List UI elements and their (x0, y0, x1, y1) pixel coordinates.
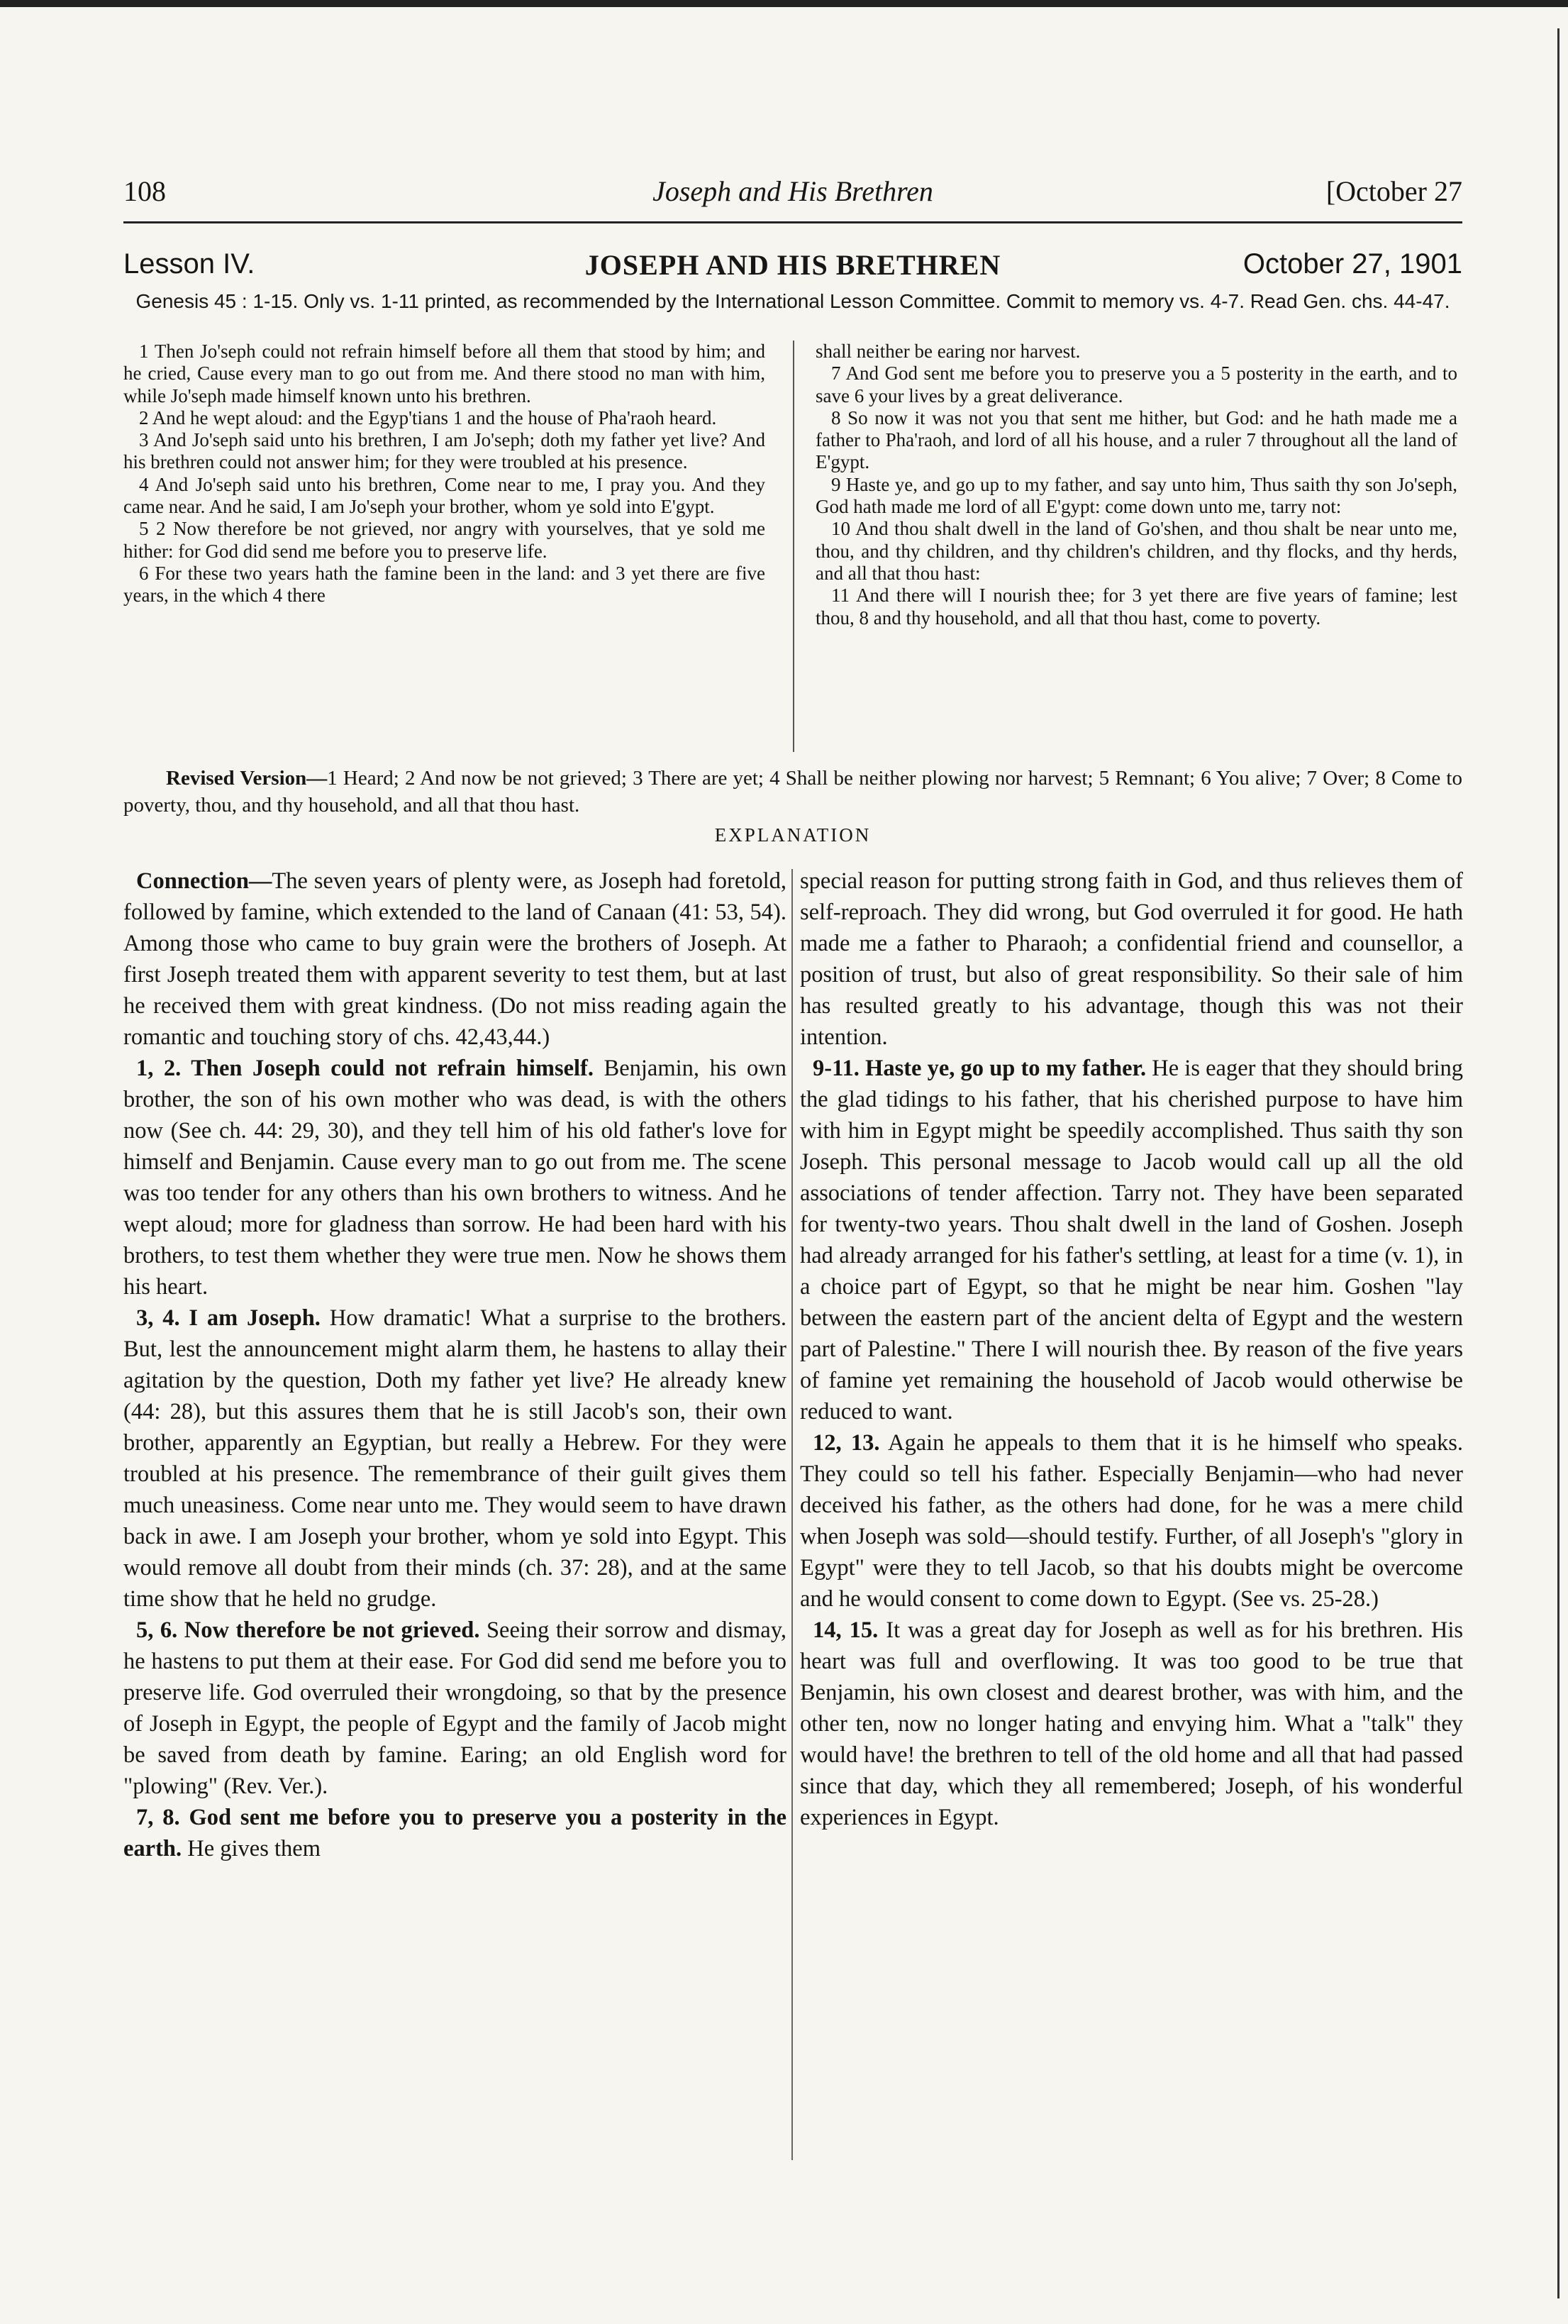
commentary-text: Seeing their sorrow and dismay, he hastens to put them at their ease. For God did send me before you to preserve life. God overruled their wrongdoing, so that by the presence of Joseph in Egypt, the people of Egypt and the family of Jacob might be saved from death by famine. Earing; an old English word for "plowing" (Rev. Ver.). (123, 1617, 786, 1799)
scripture-left-column (123, 341, 765, 607)
explanation-heading: EXPLANATION (714, 824, 872, 846)
running-date: [October 27 (1325, 175, 1462, 207)
page-top-edge (0, 0, 1568, 7)
scripture-verse: 5 2 Now therefore be not grieved, nor angry with yourselves, that ye sold me hither: for God did send me before you to preserve life. (123, 518, 765, 562)
reference-line: Genesis 45 : 1-15. Only vs. 1-11 printed, as recommended by the International Lesson Committee. Commit to memory vs. 4-7. Read Gen. chs. 44-47. (135, 290, 1450, 312)
commentary-heading: 12, 13. (813, 1430, 880, 1456)
commentary-paragraph (800, 865, 1463, 1053)
commentary-text: Benjamin, his own brother, the son of his own mother who was dead, is with the others now (See ch. 44: 29, 30), and they tell him of his old father's love for himself and Benjamin. Cause every man to go out from me. The scene was too tender for any others than his own brothers to witness. And he wept aloud; more for gladness than sorrow. He had been hard with his brothers, to test them whether they were true men. Now he shows them his heart. (123, 1056, 787, 1300)
commentary-paragraph (123, 1802, 786, 1864)
scripture-right-column (816, 341, 1457, 629)
commentary-left-column (123, 865, 786, 1864)
commentary-paragraph (123, 1302, 786, 1615)
scripture-verse: 11 And there will I nourish thee; for 3 yet there are five years of famine; lest thou, 8 and thy household, and all that thou hast, come to poverty. (816, 585, 1457, 629)
commentary-heading: 3, 4. I am Joseph. (136, 1305, 321, 1331)
commentary-paragraph (123, 865, 786, 1053)
commentary-column-divider (791, 869, 793, 2160)
page-right-edge (1557, 28, 1559, 2298)
scripture-verse: shall neither be earing nor harvest. (816, 341, 1081, 362)
commentary-text: special reason for putting strong faith in God, and thus relieves them of self-reproach. They did wrong, but God overruled it for good. He hath made me a father to Pharaoh; a confidential friend and counsellor, a position of trust, but also of great responsibility. So their sale of him has resulted greatly to his advantage, though this was not their intention. (800, 868, 1463, 1050)
scripture-column-divider (793, 341, 794, 752)
lesson-number: Lesson IV. (123, 248, 255, 280)
revised-version-label: Revised Version— (166, 767, 328, 790)
commentary-heading: 5, 6. Now therefore be not grieved. (136, 1617, 480, 1643)
scripture-verse: 2 And he wept aloud: and the Egyp'tians 1 and the house of Pha'raoh heard. (139, 406, 717, 428)
revised-version-text: 1 Heard; 2 And now be not grieved; 3 There are yet; 4 Shall be neither plowing nor harvest; 5 Remnant; 6 You alive; 7 Over; 8 Come to poverty, thou, and thy household, and all that thou hast. (123, 767, 1462, 817)
lesson-date: October 27, 1901 (1242, 248, 1462, 280)
scripture-verse: 6 For these two years hath the famine been in the land: and 3 yet there are five years, in the which 4 there (123, 562, 765, 607)
lesson-title: JOSEPH AND HIS BRETHREN (584, 249, 1001, 281)
header-rule (123, 221, 1462, 223)
scripture-verse: 7 And God sent me before you to preserve you a 5 posterity in the earth, and to save 6 your lives by a great deliverance. (816, 363, 1457, 406)
commentary-text: The seven years of plenty were, as Joseph had foretold, followed by famine, which extended to the land of Canaan (41: 53, 54). Among those who came to buy grain were the brothers of Joseph. At first Joseph treated them with apparent severity to test them, but at last he received them with great kindness. (Do not miss reading again the romantic and touching story of chs. 42,43,44.) (123, 868, 786, 1050)
running-title: Joseph and His Brethren (652, 175, 933, 207)
running-head (123, 175, 1462, 214)
commentary-paragraph (123, 1053, 786, 1302)
scripture-verse: 8 So now it was not you that sent me hither, but God: and he hath made me a father to Pha'raoh, and lord of all his house, and a ruler 7 throughout all the land of E'gypt. (816, 406, 1457, 473)
revised-version-note (123, 765, 1462, 819)
commentary-paragraph (800, 1427, 1463, 1615)
scripture-verse: 4 And Jo'seph said unto his brethren, Come near to me, I pray you. And they came near. And he said, I am Jo'seph your brother, whom ye sold into E'gypt. (123, 473, 765, 518)
commentary-heading: 14, 15. (813, 1617, 879, 1643)
commentary-heading: 1, 2. Then Joseph could not refrain himself. (136, 1056, 594, 1081)
page-number: 108 (123, 175, 166, 207)
scripture-verse: 1 Then Jo'seph could not refrain himself before all them that stood by him; and he cried, Cause every man to go out from me. And there stood no man with him, while Jo'seph made himself known unto his brethren. (123, 341, 765, 406)
scripture-verse: 9 Haste ye, and go up to my father, and say unto him, Thus saith thy son Jo'seph, God hath made me lord of all E'gypt: come down unto me, tarry not: (816, 473, 1457, 518)
scripture-verse: 10 And thou shalt dwell in the land of Go'shen, and thou shalt be near unto me, thou, and thy children, and thy children's children, and thy flocks, and thy herds, and all that thou hast: (816, 518, 1457, 584)
commentary-paragraph (800, 1053, 1463, 1427)
commentary-text: He is eager that they should bring the glad tidings to his father, that his cherished purpose to have him with him in Egypt might be speedily accomplished. Thus saith thy son Joseph. This personal message to Jacob would call up all the old associations of tender affection. Tarry not. They have been separated for twenty-two years. Thou shalt dwell in the land of Goshen. Joseph had already arranged for his father's settling, at least for a time (v. 1), in a choice part of Egypt, so that he might be near him. Goshen "lay between the eastern part of the ancient delta of Egypt and the western part of Palestine." There I will nourish thee. By reason of the five years of famine yet remaining the household of Jacob would otherwise be reduced to want. (800, 1056, 1463, 1424)
commentary-right-column (800, 865, 1463, 1833)
commentary-text: He gives them (182, 1836, 321, 1861)
commentary-text: Again he appeals to them that it is he himself who speaks. They could so tell his father. Especially Benjamin—who had never deceived his father, as the others had done, for he was a mere child when Joseph was sold—should testify. Further, of all Joseph's "glory in Egypt" were they to tell Jacob, so that his doubts might be overcome and he would consent to come down to Egypt. (See vs. 25-28.) (800, 1430, 1463, 1612)
commentary-paragraph (123, 1615, 786, 1802)
commentary-heading: 9-11. Haste ye, go up to my father. (813, 1056, 1147, 1081)
scripture-verse: 3 And Jo'seph said unto his brethren, I am Jo'seph; doth my father yet live? And his brethren could not answer him; for they were troubled at his presence. (123, 429, 765, 473)
commentary-heading: 7, 8. God sent me before you to preserve you a posterity in the earth. (123, 1805, 786, 1861)
commentary-heading: Connection— (136, 868, 272, 894)
commentary-text: How dramatic! What a surprise to the brothers. But, lest the announcement might alarm them, he hastens to allay their agitation by the question, Doth my father yet live? He already knew (44: 28), but this assures them that he is still Jacob's son, their own brother, apparently an Egyptian, but really a Hebrew. For they were troubled at his presence. The remembrance of their guilt gives them much uneasiness. Come near unto me. They would seem to have drawn back in awe. I am Joseph your brother, whom ye sold into Egypt. This would remove all doubt from their minds (ch. 37: 28), and at the same time show that he held no grudge. (123, 1305, 786, 1612)
commentary-text: It was a great day for Joseph as well as for his brethren. His heart was full and overflowing. It was too good to be true that Benjamin, his own closest and dearest brother, was with him, and the other ten, now no longer hating and envying him. What a "talk" they would have! the brethren to tell of the old home and all that had passed since that day, which they all remembered; Joseph, of his wonderful experiences in Egypt. (800, 1617, 1463, 1830)
commentary-paragraph (800, 1615, 1463, 1833)
lesson-heading (123, 248, 1462, 285)
